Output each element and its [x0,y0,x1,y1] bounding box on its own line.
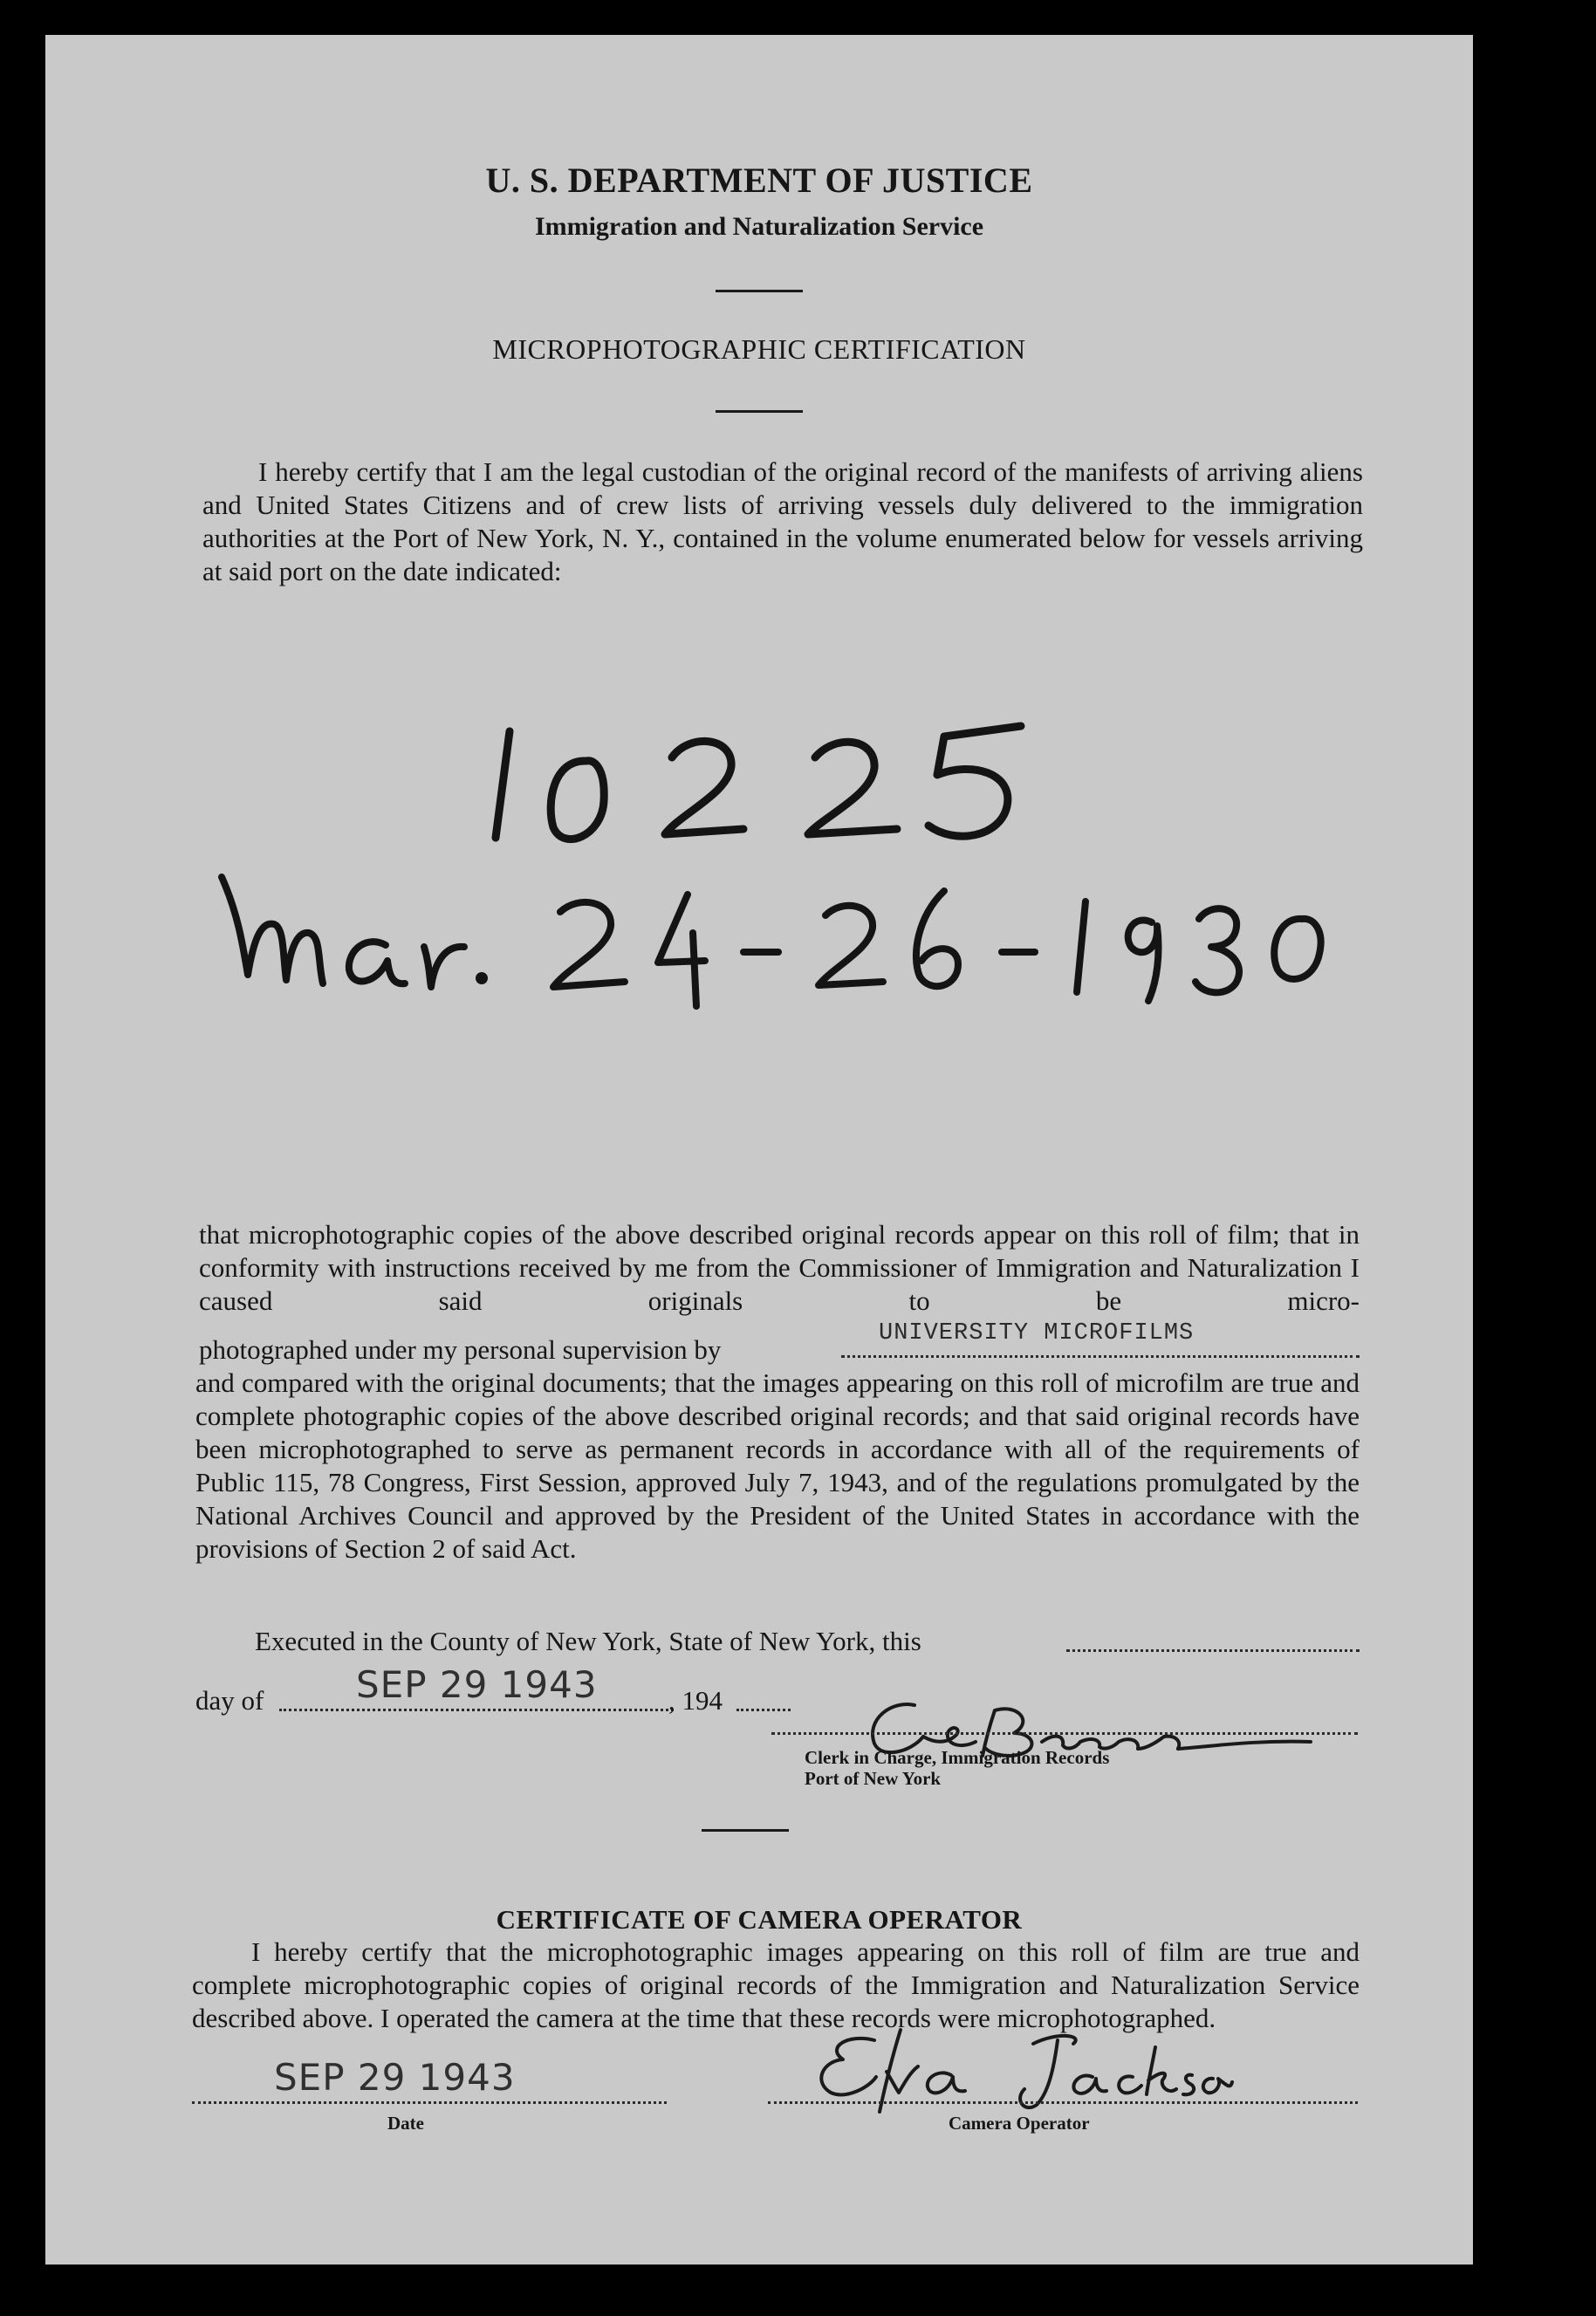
execution-date-stamp: SEP 29 1943 [356,1663,598,1706]
year-dotted-line [736,1709,791,1711]
camera-section-divider [702,1829,789,1832]
day-of-line [195,1684,264,1717]
clerk-title-line2: Port of New York [805,1768,942,1789]
certificate-page [45,35,1473,2265]
executed-text: Executed in the County of New York, State of New York, this [255,1626,921,1656]
service-subheading: Immigration and Naturalization Service [534,212,984,241]
filmer-line [199,1333,721,1367]
filmer-prefix: photographed under my personal supervision by [199,1334,722,1365]
camera-certificate-text: I hereby certify that the microphotographic images appearing on this roll of film are true and complete microphotographic copies of original records of the Immigration and Naturalization Service described above. I operated the camera at the time that these records were microphotographed. [192,1936,1360,2033]
handwritten-volume-number [456,698,1180,855]
certification-title: MICROPHOTOGRAPHIC CERTIFICATION [492,333,1026,365]
header-divider [716,290,803,292]
camera-date-label: Date [387,2113,424,2134]
handwritten-date-range [176,860,1363,1008]
day-of-dotted-line [279,1709,674,1711]
clerk-signature-line [771,1732,1358,1735]
day-of-label: day of [195,1685,264,1716]
camera-certificate-title: CERTIFICATE OF CAMERA OPERATOR [496,1904,1023,1935]
camera-date-stamp: SEP 29 1943 [274,2056,516,2099]
filmer-dotted-line [841,1355,1360,1358]
camera-operator-line [768,2101,1358,2104]
camera-date-line [192,2101,667,2104]
body-paragraph-part1: that microphotographic copies of the above described original records appear on this roll of film; that in conformity with instructions received by me from the Commissioner of Immigration and Naturalization I caused said originals to be micro- [199,1219,1360,1316]
clerk-title-line1: Clerk in Charge, Immigration Records [805,1747,1110,1768]
executed-dotted-line [1066,1649,1360,1652]
intro-paragraph: I hereby certify that I am the legal custodian of the original record of the manifests of arriving aliens and United States Citizens and of crew lists of arriving vessels duly delivered to the immigration authorities at the Port of New York, N. Y., contained in the volume enumerated below for vessels arriving at said port on the date indicated: [202,456,1363,586]
title-divider [716,410,803,413]
clerk-title [805,1747,1109,1789]
camera-operator-label: Camera Operator [949,2113,1090,2134]
executed-line [255,1625,921,1658]
department-heading: U. S. DEPARTMENT OF JUSTICE [485,161,1033,200]
body-paragraph-part2: and compared with the original documents; that the images appearing on this roll of microfilm are true and complete photographic copies of the above described original records; and that said original records have been microphotographed to serve as permanent records in accordance with all of the requirements of Public 115, 78 Congress, First Session, approved July 7, 1943, and of the regulations promulgated by the National Archives Council and approved by the President of the United States in accordance with the provisions of Section 2 of said Act. [195,1367,1360,1564]
camera-operator-signature [796,2026,1232,2114]
filmer-name: UNIVERSITY MICROFILMS [879,1320,1195,1346]
year-prefix: , 194 [668,1685,723,1716]
